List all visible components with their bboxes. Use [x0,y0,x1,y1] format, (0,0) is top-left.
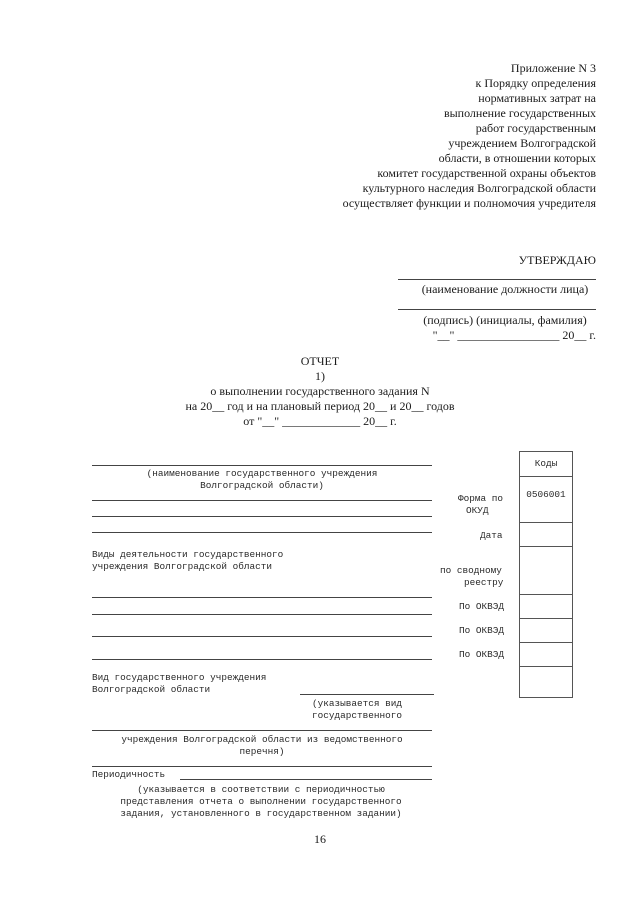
registry-label: реестру [464,577,504,588]
institution-line [92,465,432,466]
kind-note: перечня) [239,746,285,757]
footnote-marker: 1) [315,369,325,383]
appendix-line: культурного наследия Волгоградской области [362,181,596,195]
okved-label: По ОКВЭД [459,601,505,612]
codes-row-divider [520,666,572,667]
activity-line [92,597,432,598]
periodicity-note: представления отчета о выполнении государственного [120,796,402,807]
kind-note: учреждения Волгоградской области из ведомственного [121,734,403,745]
appendix-line: осуществляет функции и полномочия учредителя [342,196,596,210]
appendix-line: учреждением Волгоградской [448,136,596,150]
appendix-line: к Порядку определения [475,76,596,90]
activity-line [92,659,432,660]
page-number: 16 [314,832,326,846]
institution-caption: Волгоградской области) [200,480,324,491]
periodicity-note: задания, установленного в государственном задании) [120,808,402,819]
signature-caption: (подпись) (инициалы, фамилия) [423,313,587,327]
appendix-line: комитет государственной охраны объектов [377,166,596,180]
okved-label: По ОКВЭД [459,625,505,636]
periodicity-line [180,779,432,780]
okved-label: По ОКВЭД [459,649,505,660]
activity-line [92,636,432,637]
kind-line [92,730,432,731]
report-title: ОТЧЕТ [300,354,340,368]
blank-line [92,500,432,501]
codes-row-divider [520,522,572,523]
report-date: от "__" _____________ 20__ г. [243,414,397,428]
position-caption: (наименование должности лица) [421,282,589,296]
periodicity-label: Периодичность [92,769,166,780]
form-okud-label: Форма по [458,493,504,504]
position-line [398,279,596,280]
report-subtitle: о выполнении государственного задания N [210,384,430,398]
appendix-line: Приложение N 3 [510,61,596,75]
activity-line [92,614,432,615]
form-okud-label: ОКУД [466,505,489,516]
kind-label: Волгоградской области [92,684,211,695]
report-period: на 20__ год и на плановый период 20__ и 20__ годов [185,399,455,413]
kind-label: Вид государственного учреждения [92,672,267,683]
kind-note: государственного [312,710,403,721]
codes-row-divider [520,594,572,595]
kind-line [300,694,434,695]
periodicity-top-line [92,766,432,767]
approval-date: "__" _________________ 20__ г. [432,328,596,342]
codes-header: Коды [534,458,558,469]
institution-caption: (наименование государственного учреждения [146,468,378,479]
codes-row-divider [520,618,572,619]
codes-row-divider [520,476,572,477]
codes-table [519,451,573,698]
registry-label: по сводному [440,565,502,576]
okud-code: 0506001 [526,489,566,500]
blank-line [92,532,432,533]
date-label: Дата [480,530,503,541]
appendix-header [276,61,596,211]
codes-row-divider [520,642,572,643]
codes-row-divider [520,546,572,547]
blank-line [92,516,432,517]
appendix-line: выполнение государственных [443,106,596,120]
activity-label: учреждения Волгоградской области [92,561,273,572]
activity-label: Виды деятельности государственного [92,549,284,560]
appendix-line: нормативных затрат на [478,91,596,105]
kind-note: (указывается вид [312,698,403,709]
periodicity-note: (указывается в соответствии с периодичностью [137,784,385,795]
approval-title: УТВЕРЖДАЮ [518,253,596,267]
signature-line [398,309,596,310]
appendix-line: области, в отношении которых [438,151,596,165]
appendix-line: работ государственным [475,121,596,135]
